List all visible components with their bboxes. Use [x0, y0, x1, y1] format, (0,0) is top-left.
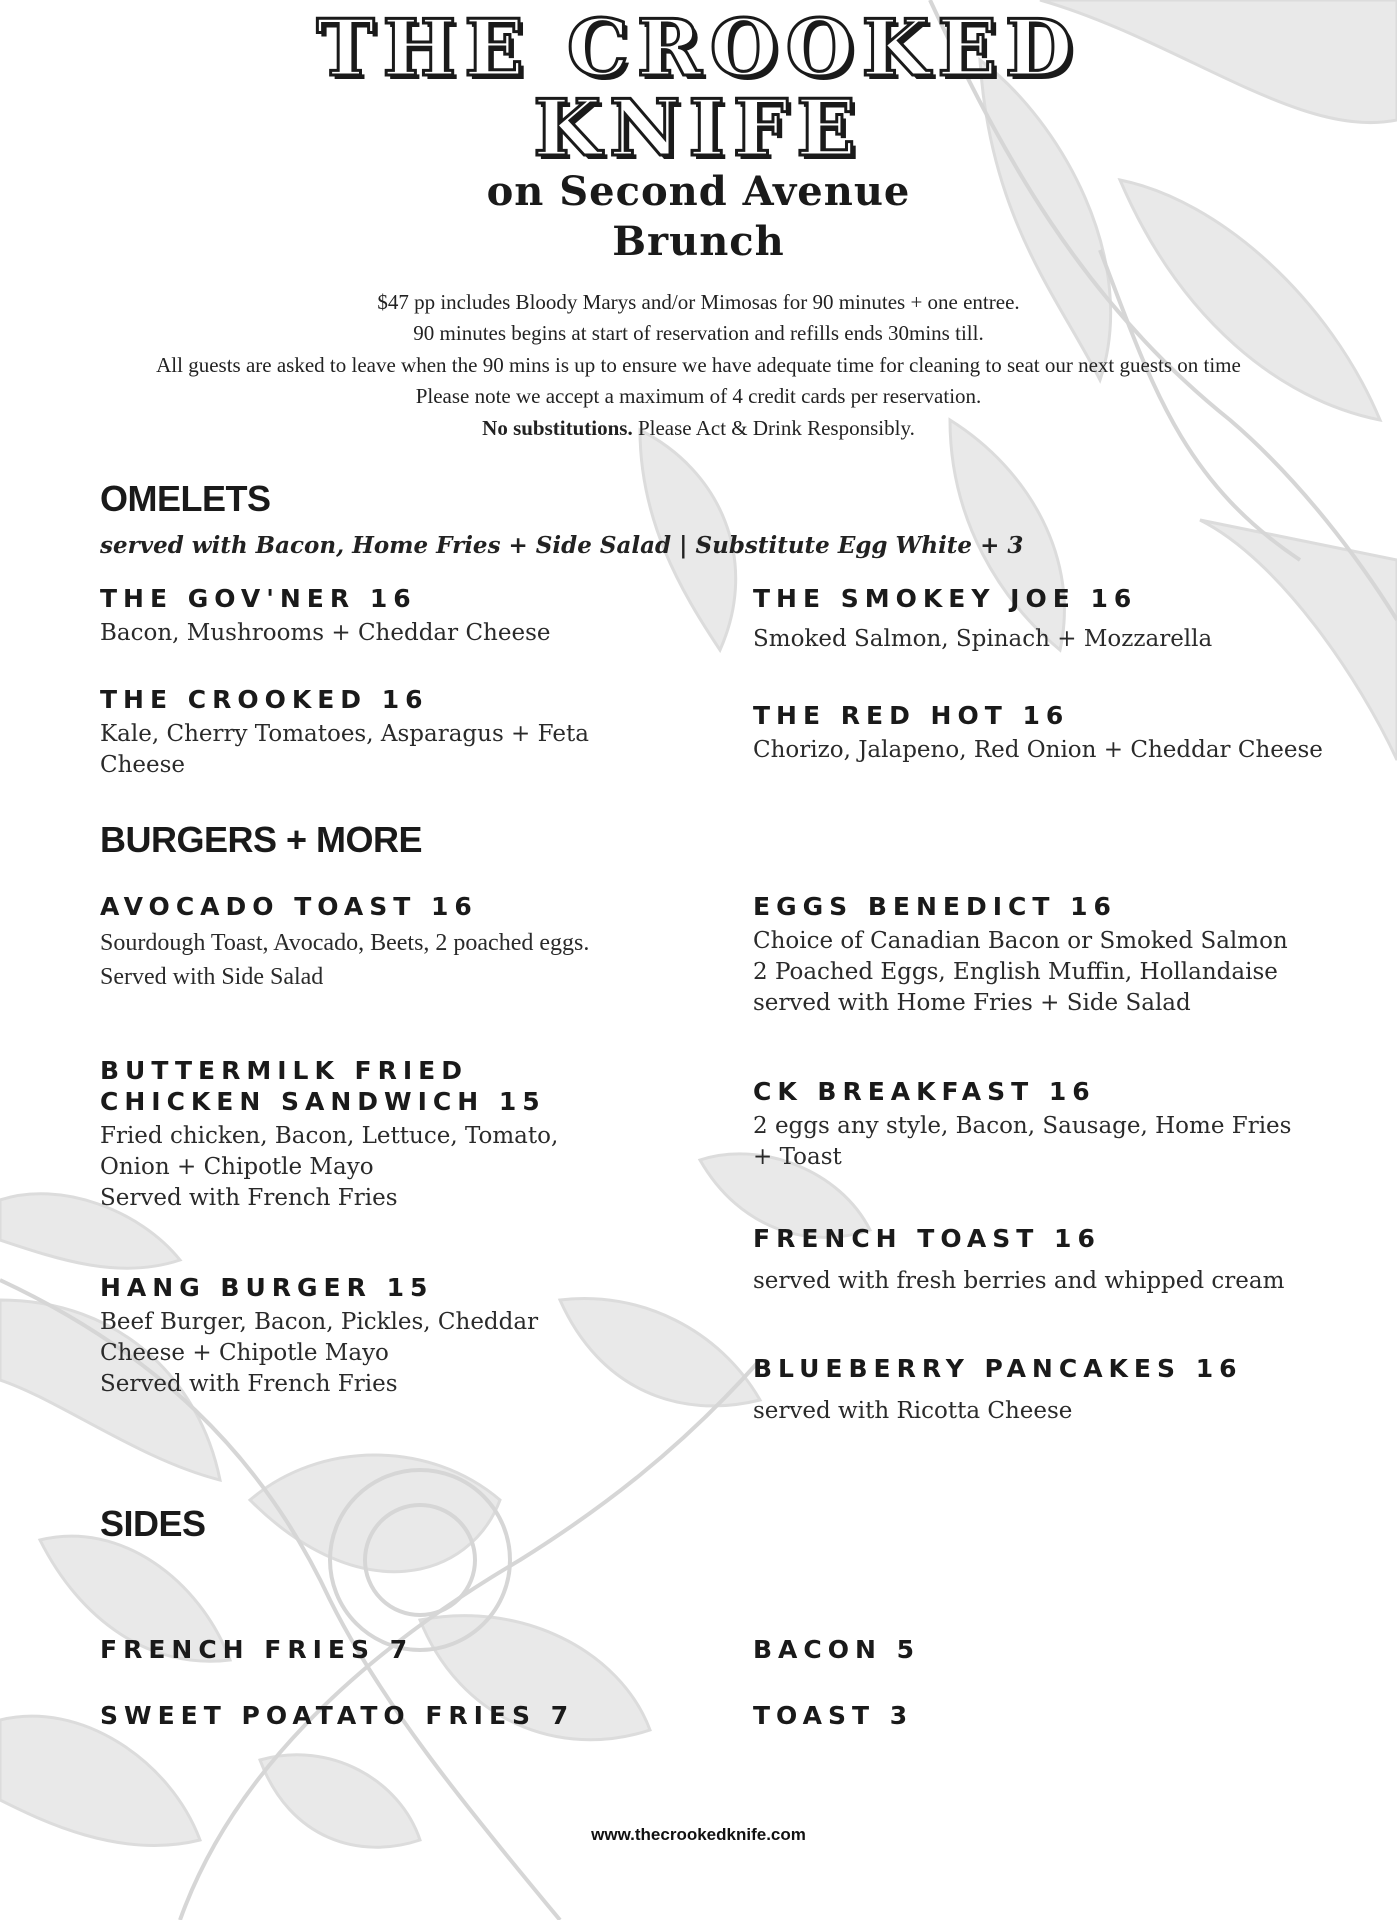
side-item — [100, 1700, 670, 1731]
menu-item-name: AVOCADO TOAST 16 — [100, 892, 478, 921]
menu-item-name: THE SMOKEY JOE 16 — [753, 584, 1138, 613]
menu-item-name: THE RED HOT 16 — [753, 701, 1070, 730]
menu-item — [100, 1055, 670, 1214]
menu-item-name: CK BREAKFAST 16 — [753, 1077, 1096, 1106]
side-item-name: TOAST 3 — [753, 1701, 914, 1730]
menu-item-description: Beef Burger, Bacon, Pickles, Cheddar Cheese + Chipotle Mayo Served with French Fries — [100, 1309, 539, 1397]
no-substitutions-notice: No substitutions. — [482, 416, 633, 440]
omelets-note: served with Bacon, Home Fries + Side Salad | Substitute Egg White + 3 — [100, 532, 1024, 559]
menu-item — [753, 700, 1323, 766]
side-item — [753, 1634, 1323, 1665]
menu-item-description: 2 eggs any style, Bacon, Sausage, Home Fries + Toast — [753, 1113, 1292, 1170]
menu-item — [100, 684, 670, 781]
info-line-substitutions — [0, 413, 1397, 444]
menu-item-description: Bacon, Mushrooms + Cheddar Cheese — [100, 620, 551, 646]
menu-item — [100, 891, 670, 994]
menu-item-name: BLUEBERRY PANCAKES 16 — [753, 1354, 1243, 1383]
menu-item-name: THE CROOKED 16 — [100, 685, 429, 714]
menu-item — [753, 583, 1323, 655]
restaurant-name-line2: KNIFE — [533, 83, 864, 174]
side-item — [753, 1700, 1323, 1731]
menu-item — [753, 1353, 1323, 1427]
menu-item — [100, 583, 670, 649]
section-heading-sides: SIDES — [100, 1503, 206, 1544]
menu-item-name: FRENCH TOAST 16 — [753, 1224, 1101, 1253]
side-item-name: FRENCH FRIES 7 — [100, 1635, 414, 1664]
restaurant-name-line1: THE CROOKED — [316, 3, 1081, 94]
info-line-price: $47 pp includes Bloody Marys and/or Mimosas for 90 minutes + one entree. — [377, 290, 1020, 314]
section-heading-burgers: BURGERS + MORE — [100, 819, 423, 860]
menu-item — [753, 891, 1323, 1019]
menu-item-name: HANG BURGER 15 — [100, 1273, 434, 1302]
info-line-leave: All guests are asked to leave when the 90 mins is up to ensure we have adequate time for cleaning to seat our next guests on time — [156, 353, 1241, 377]
side-item — [100, 1634, 670, 1665]
menu-item-description: served with Ricotta Cheese — [753, 1398, 1073, 1424]
restaurant-location: on Second Avenue — [486, 168, 911, 215]
menu-item — [753, 1076, 1323, 1173]
menu-item-description: Fried chicken, Bacon, Lettuce, Tomato, Onion + Chipotle Mayo Served with French Fries — [100, 1123, 559, 1211]
side-item-name: SWEET POATATO FRIES 7 — [100, 1701, 575, 1730]
menu-item-description: Sourdough Toast, Avocado, Beets, 2 poached eggs. Served with Side Salad — [100, 930, 590, 990]
menu-item-description: Chorizo, Jalapeno, Red Onion + Cheddar Cheese — [753, 737, 1323, 763]
menu-item — [100, 1272, 670, 1400]
side-item-name: BACON 5 — [753, 1635, 921, 1664]
menu-item-name: THE GOV'NER 16 — [100, 584, 417, 613]
menu-item-description: Choice of Canadian Bacon or Smoked Salmon 2 Poached Eggs, English Muffin, Hollandaise served with Home Fries + Side Salad — [753, 928, 1288, 1016]
website-url: www.thecrookedknife.com — [591, 1825, 806, 1844]
menu-item-description: served with fresh berries and whipped cream — [753, 1268, 1285, 1294]
menu-item-name: BUTTERMILK FRIED CHICKEN SANDWICH 15 — [100, 1056, 546, 1116]
drink-responsibly-notice: Please Act & Drink Responsibly. — [632, 416, 915, 440]
menu-item-description: Kale, Cherry Tomatoes, Asparagus + Feta Cheese — [100, 721, 589, 778]
info-line-credit-cards: Please note we accept a maximum of 4 credit cards per reservation. — [415, 384, 982, 408]
section-heading-omelets: OMELETS — [100, 478, 271, 519]
menu-meal-title: Brunch — [612, 218, 785, 265]
menu-item — [753, 1223, 1323, 1297]
menu-item-name: EGGS BENEDICT 16 — [753, 892, 1117, 921]
menu-item-description: Smoked Salmon, Spinach + Mozzarella — [753, 626, 1213, 652]
info-line-refills: 90 minutes begins at start of reservation and refills ends 30mins till. — [413, 321, 984, 345]
